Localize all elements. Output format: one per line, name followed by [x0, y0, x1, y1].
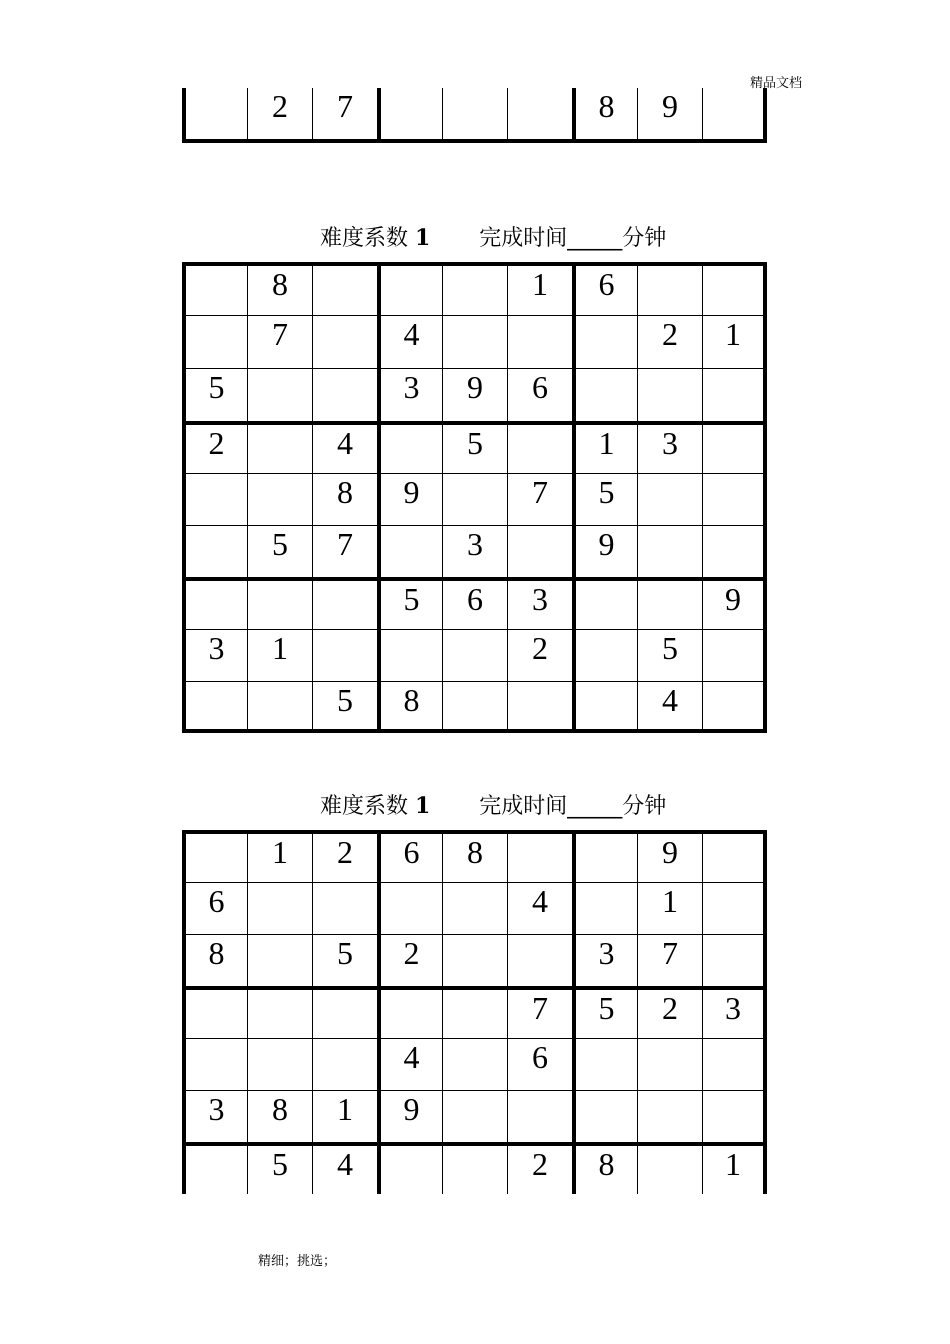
time-label: 完成时间 — [479, 226, 568, 251]
grid-cell — [637, 1090, 702, 1142]
grid-cell: 6 — [442, 577, 507, 629]
grid-cell — [507, 421, 572, 473]
grid-row — [182, 1038, 767, 1090]
grid-row — [182, 986, 767, 1038]
grid-cell — [182, 681, 247, 733]
grid-cell: 8 — [377, 681, 442, 733]
grid-cell — [702, 681, 767, 733]
grid-row — [182, 262, 767, 315]
grid-cell: 3 — [377, 368, 442, 421]
grid-row — [182, 315, 767, 368]
grid-cell — [507, 830, 572, 882]
grid-cell — [702, 934, 767, 986]
grid-row — [182, 577, 767, 629]
time-blank: _____ — [567, 226, 623, 251]
grid-cell: 5 — [247, 525, 312, 577]
grid-cell — [182, 1142, 247, 1194]
grid-cell — [442, 315, 507, 368]
grid-cell — [247, 986, 312, 1038]
grid-cell: 5 — [572, 986, 637, 1038]
grid-cell: 7 — [247, 315, 312, 368]
grid-cell: 3 — [442, 525, 507, 577]
grid-cell — [572, 315, 637, 368]
grid-cell: 7 — [637, 934, 702, 986]
grid-cell — [312, 882, 377, 934]
grid-cell — [572, 681, 637, 733]
grid-cell — [702, 368, 767, 421]
grid-cell — [637, 262, 702, 315]
grid-cell — [377, 525, 442, 577]
sudoku-grid-partial — [182, 88, 767, 143]
grid-cell — [572, 1090, 637, 1142]
grid-cell: 2 — [182, 421, 247, 473]
grid-cell — [377, 262, 442, 315]
grid-cell — [442, 262, 507, 315]
footer-note: 精细；挑选； — [258, 1254, 337, 1269]
grid-cell: 9 — [377, 473, 442, 525]
grid-cell — [377, 88, 442, 143]
grid-cell: 8 — [442, 830, 507, 882]
grid-cell — [247, 681, 312, 733]
grid-cell: 4 — [312, 421, 377, 473]
grid-cell: 5 — [442, 421, 507, 473]
grid-cell — [572, 629, 637, 681]
grid-row — [182, 830, 767, 882]
grid-cell — [572, 1038, 637, 1090]
grid-cell: 1 — [702, 315, 767, 368]
grid-cell — [247, 577, 312, 629]
grid-cell — [572, 577, 637, 629]
sudoku-grid-partial — [182, 830, 767, 1194]
grid-cell — [182, 1038, 247, 1090]
grid-cell: 5 — [312, 681, 377, 733]
grid-cell — [442, 681, 507, 733]
time-blank: _____ — [567, 794, 623, 819]
grid-cell — [312, 1038, 377, 1090]
difficulty-value: 1 — [415, 225, 431, 251]
grid-row — [182, 882, 767, 934]
difficulty-label: 难度系数 — [320, 226, 409, 251]
time-label: 完成时间 — [479, 794, 568, 819]
grid-cell — [702, 88, 767, 143]
puzzle-caption — [306, 764, 666, 820]
grid-cell: 7 — [312, 88, 377, 143]
grid-cell: 3 — [182, 629, 247, 681]
grid-cell — [572, 882, 637, 934]
grid-cell: 8 — [182, 934, 247, 986]
grid-cell — [247, 934, 312, 986]
grid-cell — [702, 882, 767, 934]
grid-cell — [702, 1038, 767, 1090]
time-unit: 分钟 — [622, 794, 667, 819]
grid-row — [182, 1142, 767, 1194]
grid-cell — [247, 421, 312, 473]
grid-cell: 7 — [312, 525, 377, 577]
grid-cell: 5 — [377, 577, 442, 629]
grid-cell: 1 — [572, 421, 637, 473]
grid-cell — [442, 934, 507, 986]
grid-row — [182, 473, 767, 525]
grid-cell — [247, 1038, 312, 1090]
grid-cell: 7 — [507, 986, 572, 1038]
grid-cell — [182, 577, 247, 629]
grid-cell — [182, 88, 247, 143]
grid-cell: 2 — [507, 629, 572, 681]
grid-cell — [377, 1142, 442, 1194]
grid-cell — [377, 986, 442, 1038]
grid-cell: 4 — [377, 315, 442, 368]
grid-cell — [507, 934, 572, 986]
grid-cell — [377, 421, 442, 473]
grid-cell — [377, 629, 442, 681]
grid-cell — [572, 830, 637, 882]
grid-cell: 9 — [442, 368, 507, 421]
grid-cell — [442, 1090, 507, 1142]
grid-cell: 2 — [247, 88, 312, 143]
grid-cell: 6 — [507, 1038, 572, 1090]
grid-cell: 4 — [377, 1038, 442, 1090]
grid-cell — [442, 986, 507, 1038]
grid-cell — [247, 882, 312, 934]
grid-row — [182, 629, 767, 681]
grid-cell — [442, 629, 507, 681]
grid-cell: 4 — [637, 681, 702, 733]
grid-cell — [507, 1090, 572, 1142]
time-unit: 分钟 — [622, 226, 667, 251]
grid-cell — [507, 88, 572, 143]
grid-cell: 2 — [312, 830, 377, 882]
grid-row — [182, 368, 767, 421]
grid-cell: 9 — [572, 525, 637, 577]
grid-cell: 1 — [247, 629, 312, 681]
grid-cell — [637, 473, 702, 525]
grid-cell: 8 — [312, 473, 377, 525]
grid-cell: 1 — [637, 882, 702, 934]
grid-cell — [637, 368, 702, 421]
grid-cell: 3 — [182, 1090, 247, 1142]
grid-cell: 5 — [637, 629, 702, 681]
grid-cell: 8 — [572, 88, 637, 143]
sudoku-grid — [182, 262, 767, 733]
grid-cell: 1 — [702, 1142, 767, 1194]
grid-cell — [637, 1142, 702, 1194]
grid-cell — [182, 986, 247, 1038]
grid-cell — [507, 681, 572, 733]
grid-cell — [182, 473, 247, 525]
grid-cell: 9 — [377, 1090, 442, 1142]
grid-cell — [442, 473, 507, 525]
grid-cell: 6 — [572, 262, 637, 315]
grid-cell — [637, 577, 702, 629]
grid-cell: 8 — [247, 262, 312, 315]
grid-cell: 5 — [182, 368, 247, 421]
grid-cell: 4 — [312, 1142, 377, 1194]
grid-cell: 8 — [572, 1142, 637, 1194]
difficulty-label: 难度系数 — [320, 794, 409, 819]
grid-cell: 6 — [377, 830, 442, 882]
grid-cell — [507, 315, 572, 368]
grid-cell — [702, 473, 767, 525]
grid-row — [182, 681, 767, 733]
grid-cell — [312, 986, 377, 1038]
grid-cell — [702, 525, 767, 577]
grid-row — [182, 934, 767, 986]
grid-cell — [182, 315, 247, 368]
grid-cell — [442, 882, 507, 934]
grid-cell: 1 — [507, 262, 572, 315]
grid-cell: 2 — [507, 1142, 572, 1194]
grid-cell: 2 — [637, 986, 702, 1038]
grid-cell — [442, 88, 507, 143]
grid-cell — [377, 882, 442, 934]
grid-cell: 8 — [247, 1090, 312, 1142]
grid-row — [182, 1090, 767, 1142]
grid-cell — [312, 629, 377, 681]
grid-cell — [312, 315, 377, 368]
grid-cell — [182, 525, 247, 577]
grid-cell — [637, 1038, 702, 1090]
grid-cell — [572, 368, 637, 421]
grid-cell: 5 — [572, 473, 637, 525]
grid-cell: 3 — [572, 934, 637, 986]
grid-cell: 7 — [507, 473, 572, 525]
grid-row — [182, 421, 767, 473]
grid-cell — [702, 1090, 767, 1142]
grid-cell — [247, 473, 312, 525]
grid-cell: 5 — [312, 934, 377, 986]
grid-cell — [312, 577, 377, 629]
grid-cell: 4 — [507, 882, 572, 934]
grid-cell — [312, 368, 377, 421]
grid-cell: 9 — [637, 88, 702, 143]
puzzle-caption — [306, 196, 666, 252]
grid-row — [182, 88, 767, 143]
grid-cell — [312, 262, 377, 315]
grid-cell — [247, 368, 312, 421]
grid-cell: 3 — [702, 986, 767, 1038]
grid-cell — [507, 525, 572, 577]
grid-row — [182, 525, 767, 577]
grid-cell — [182, 830, 247, 882]
grid-cell: 9 — [637, 830, 702, 882]
grid-cell: 1 — [247, 830, 312, 882]
grid-cell: 3 — [637, 421, 702, 473]
grid-cell — [702, 629, 767, 681]
grid-cell — [442, 1038, 507, 1090]
grid-cell — [702, 262, 767, 315]
grid-cell — [702, 830, 767, 882]
grid-cell — [442, 1142, 507, 1194]
grid-cell: 9 — [702, 577, 767, 629]
grid-cell — [702, 421, 767, 473]
grid-cell: 6 — [182, 882, 247, 934]
grid-cell — [637, 525, 702, 577]
difficulty-value: 1 — [415, 793, 431, 819]
grid-cell: 2 — [637, 315, 702, 368]
grid-cell: 2 — [377, 934, 442, 986]
grid-cell: 3 — [507, 577, 572, 629]
grid-cell: 6 — [507, 368, 572, 421]
header-note: 精品文档 — [750, 76, 803, 91]
grid-cell — [182, 262, 247, 315]
grid-cell: 5 — [247, 1142, 312, 1194]
grid-cell: 1 — [312, 1090, 377, 1142]
